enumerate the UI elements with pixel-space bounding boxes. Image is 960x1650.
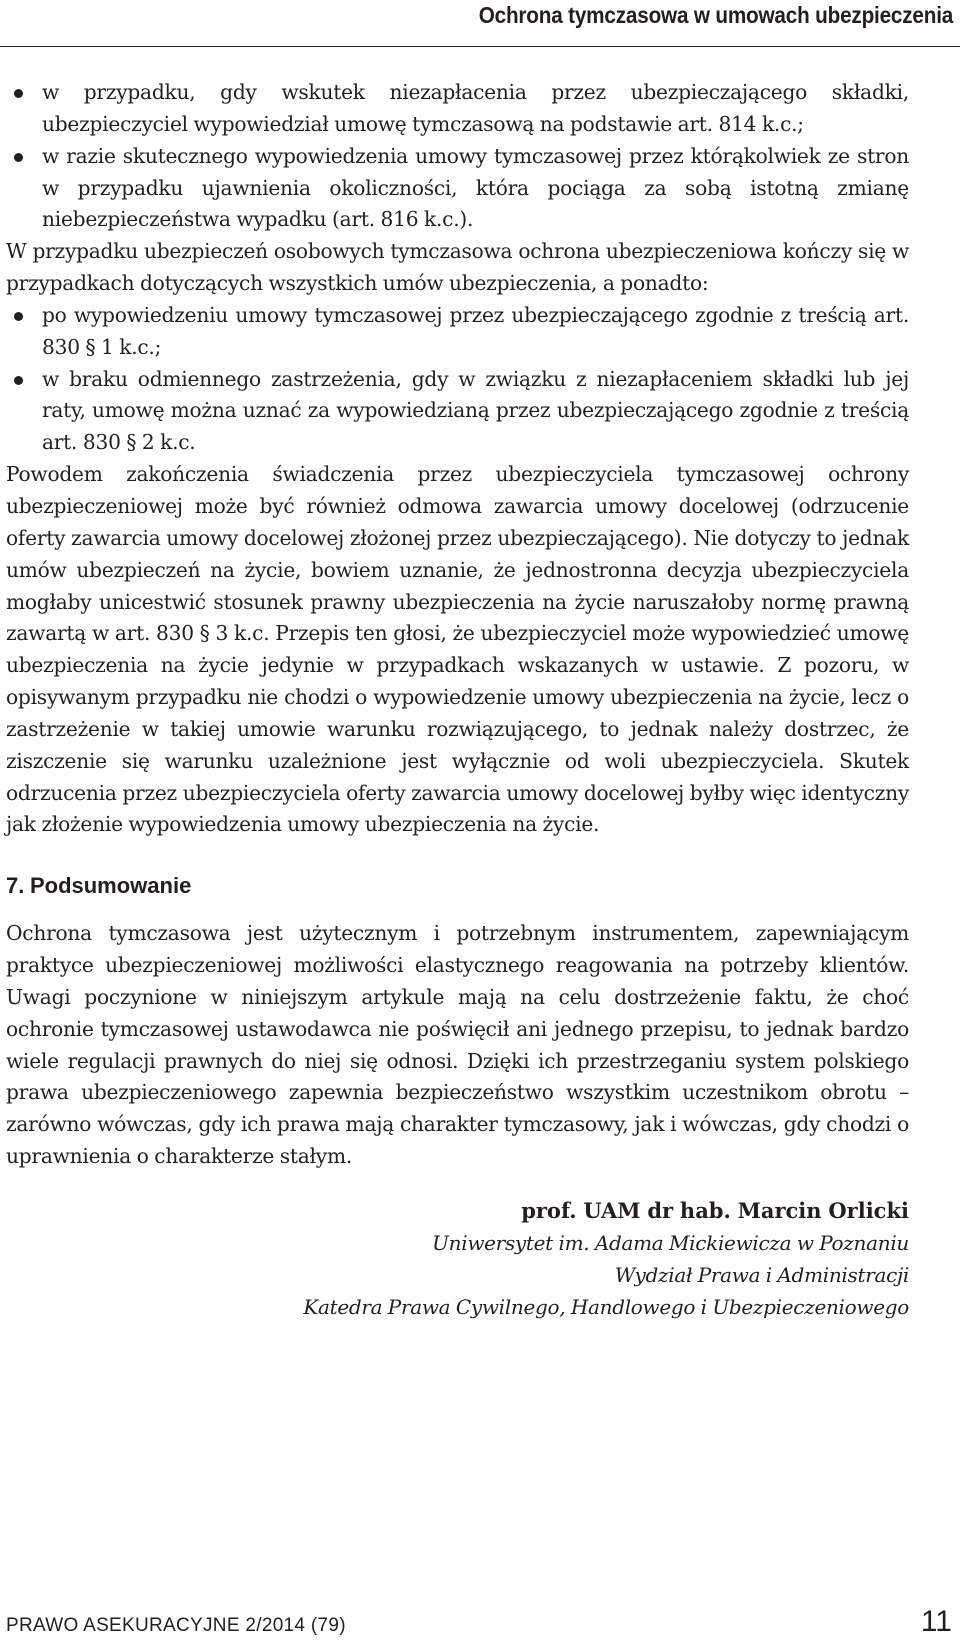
- list-item-text: w braku odmiennego zastrzeżenia, gdy w związku z niezapłaceniem składki lub jej raty, umowę można uznać za wypowiedzianą przez ubezpieczającego zgodnie z treścią art. 830 § 2 k.c.: [42, 366, 909, 455]
- list-item-text: w przypadku, gdy wskutek niezapłacenia przez ubezpieczającego składki, ubezpieczyciel wypowiedział umowę tymczasową na podstawie art. 814 k.c.;: [42, 80, 909, 136]
- section-heading: 7. Podsumowanie: [6, 873, 192, 899]
- list-item: [6, 364, 909, 460]
- list-item: [6, 300, 909, 364]
- list-item: [6, 77, 909, 141]
- running-head: [0, 0, 960, 47]
- bullet-icon: [14, 89, 23, 98]
- paragraph-refusal: Powodem zakończenia świadczenia przez ubezpieczyciela tymczasowej ochrony ubezpieczeniowej może być również odmowa zawarcia umowy docelowej (odrzucenie oferty zawarcia umowy docelowej złożonej przez ubezpieczającego). Nie dotyczy to jednak umów ubezpieczeń na życie, bowiem uznanie, że jednostronna decyzja ubezpieczyciela mogłaby unicestwić stosunek prawny ubezpieczenia na życie naruszałoby normę prawną zawartą w art. 830 § 3 k.c. Przepis ten głosi, że ubezpieczyciel może wypowiedzieć umowę ubezpieczenia na życie jedynie w przypadkach wskazanych w ustawie. Z pozoru, w opisywanym przypadku nie chodzi o wypowiedzenie umowy ubezpieczenia na życie, lecz o zastrzeżenie w takiej umowie warunku rozwiązującego, to jednak należy dostrzec, że ziszczenie się warunku uzależnione jest wyłącznie od woli ubezpieczyciela. Skutek odrzucenia przez ubezpieczyciela oferty zawarcia umowy docelowej byłby więc identyczny jak złożenie wypowiedzenia umowy ubezpieczenia na życie.: [6, 462, 909, 837]
- author-affiliation-department: Katedra Prawa Cywilnego, Handlowego i Ubezpieczeniowego: [303, 1295, 909, 1319]
- list-item: [6, 141, 909, 237]
- running-head-title: Ochrona tymczasowa w umowach ubezpieczenia: [478, 2, 953, 28]
- paragraph-summary: Ochrona tymczasowa jest użytecznym i potrzebnym instrumentem, zapewniającym praktyce ubezpieczeniowej możliwości elastycznego reagowania na potrzeby klientów. Uwagi poczynione w niniejszym artykule mają na celu dostrzeżenie faktu, że choć ochronie tymczasowej ustawodawca nie poświęcił ani jednego przepisu, to jednak bardzo wiele regulacji prawnych do niej się odnosi. Dzięki ich przestrzeganiu system polskiego prawa ubezpieczeniowego zapewnia bezpieczeństwo wszystkim uczestnikom obrotu – zarówno wówczas, gdy ich prawa mają charakter tymczasowy, jak i wówczas, gdy chodzi o uprawnienia o charakterze stałym.: [6, 921, 909, 1169]
- paragraph-personal-insurance: W przypadku ubezpieczeń osobowych tymczasowa ochrona ubezpieczeniowa kończy się w przypadkach dotyczących wszystkich umów ubezpieczenia, a ponadto:: [6, 239, 909, 296]
- bullet-icon: [14, 153, 23, 162]
- bullet-icon: [14, 312, 23, 321]
- author-affiliation-university: Uniwersytet im. Adama Mickiewicza w Poznaniu: [432, 1231, 909, 1255]
- page-number: 11: [920, 1605, 952, 1638]
- author-affiliation-faculty: Wydział Prawa i Administracji: [614, 1263, 909, 1287]
- bullet-list-personal-insurance: [6, 300, 909, 459]
- author-name: prof. UAM dr hab. Marcin Orlicki: [521, 1198, 909, 1223]
- article-body: [6, 77, 909, 1323]
- bullet-icon: [14, 376, 23, 385]
- footer-journal-title: PRAWO ASEKURACYJNE 2/2014 (79): [6, 1615, 346, 1636]
- bullet-list-termination: [6, 77, 909, 236]
- author-signature: [6, 1195, 909, 1323]
- list-item-text: w razie skutecznego wypowiedzenia umowy tymczasowej przez którąkolwiek ze stron w przypadku ujawnienia okoliczności, która pociąga za sobą istotną zmianę niebezpieczeństwa wypadku (art. 816 k.c.).: [42, 143, 909, 232]
- list-item-text: po wypowiedzeniu umowy tymczasowej przez ubezpieczającego zgodnie z treścią art. 830 § 1 k.c.;: [42, 302, 909, 359]
